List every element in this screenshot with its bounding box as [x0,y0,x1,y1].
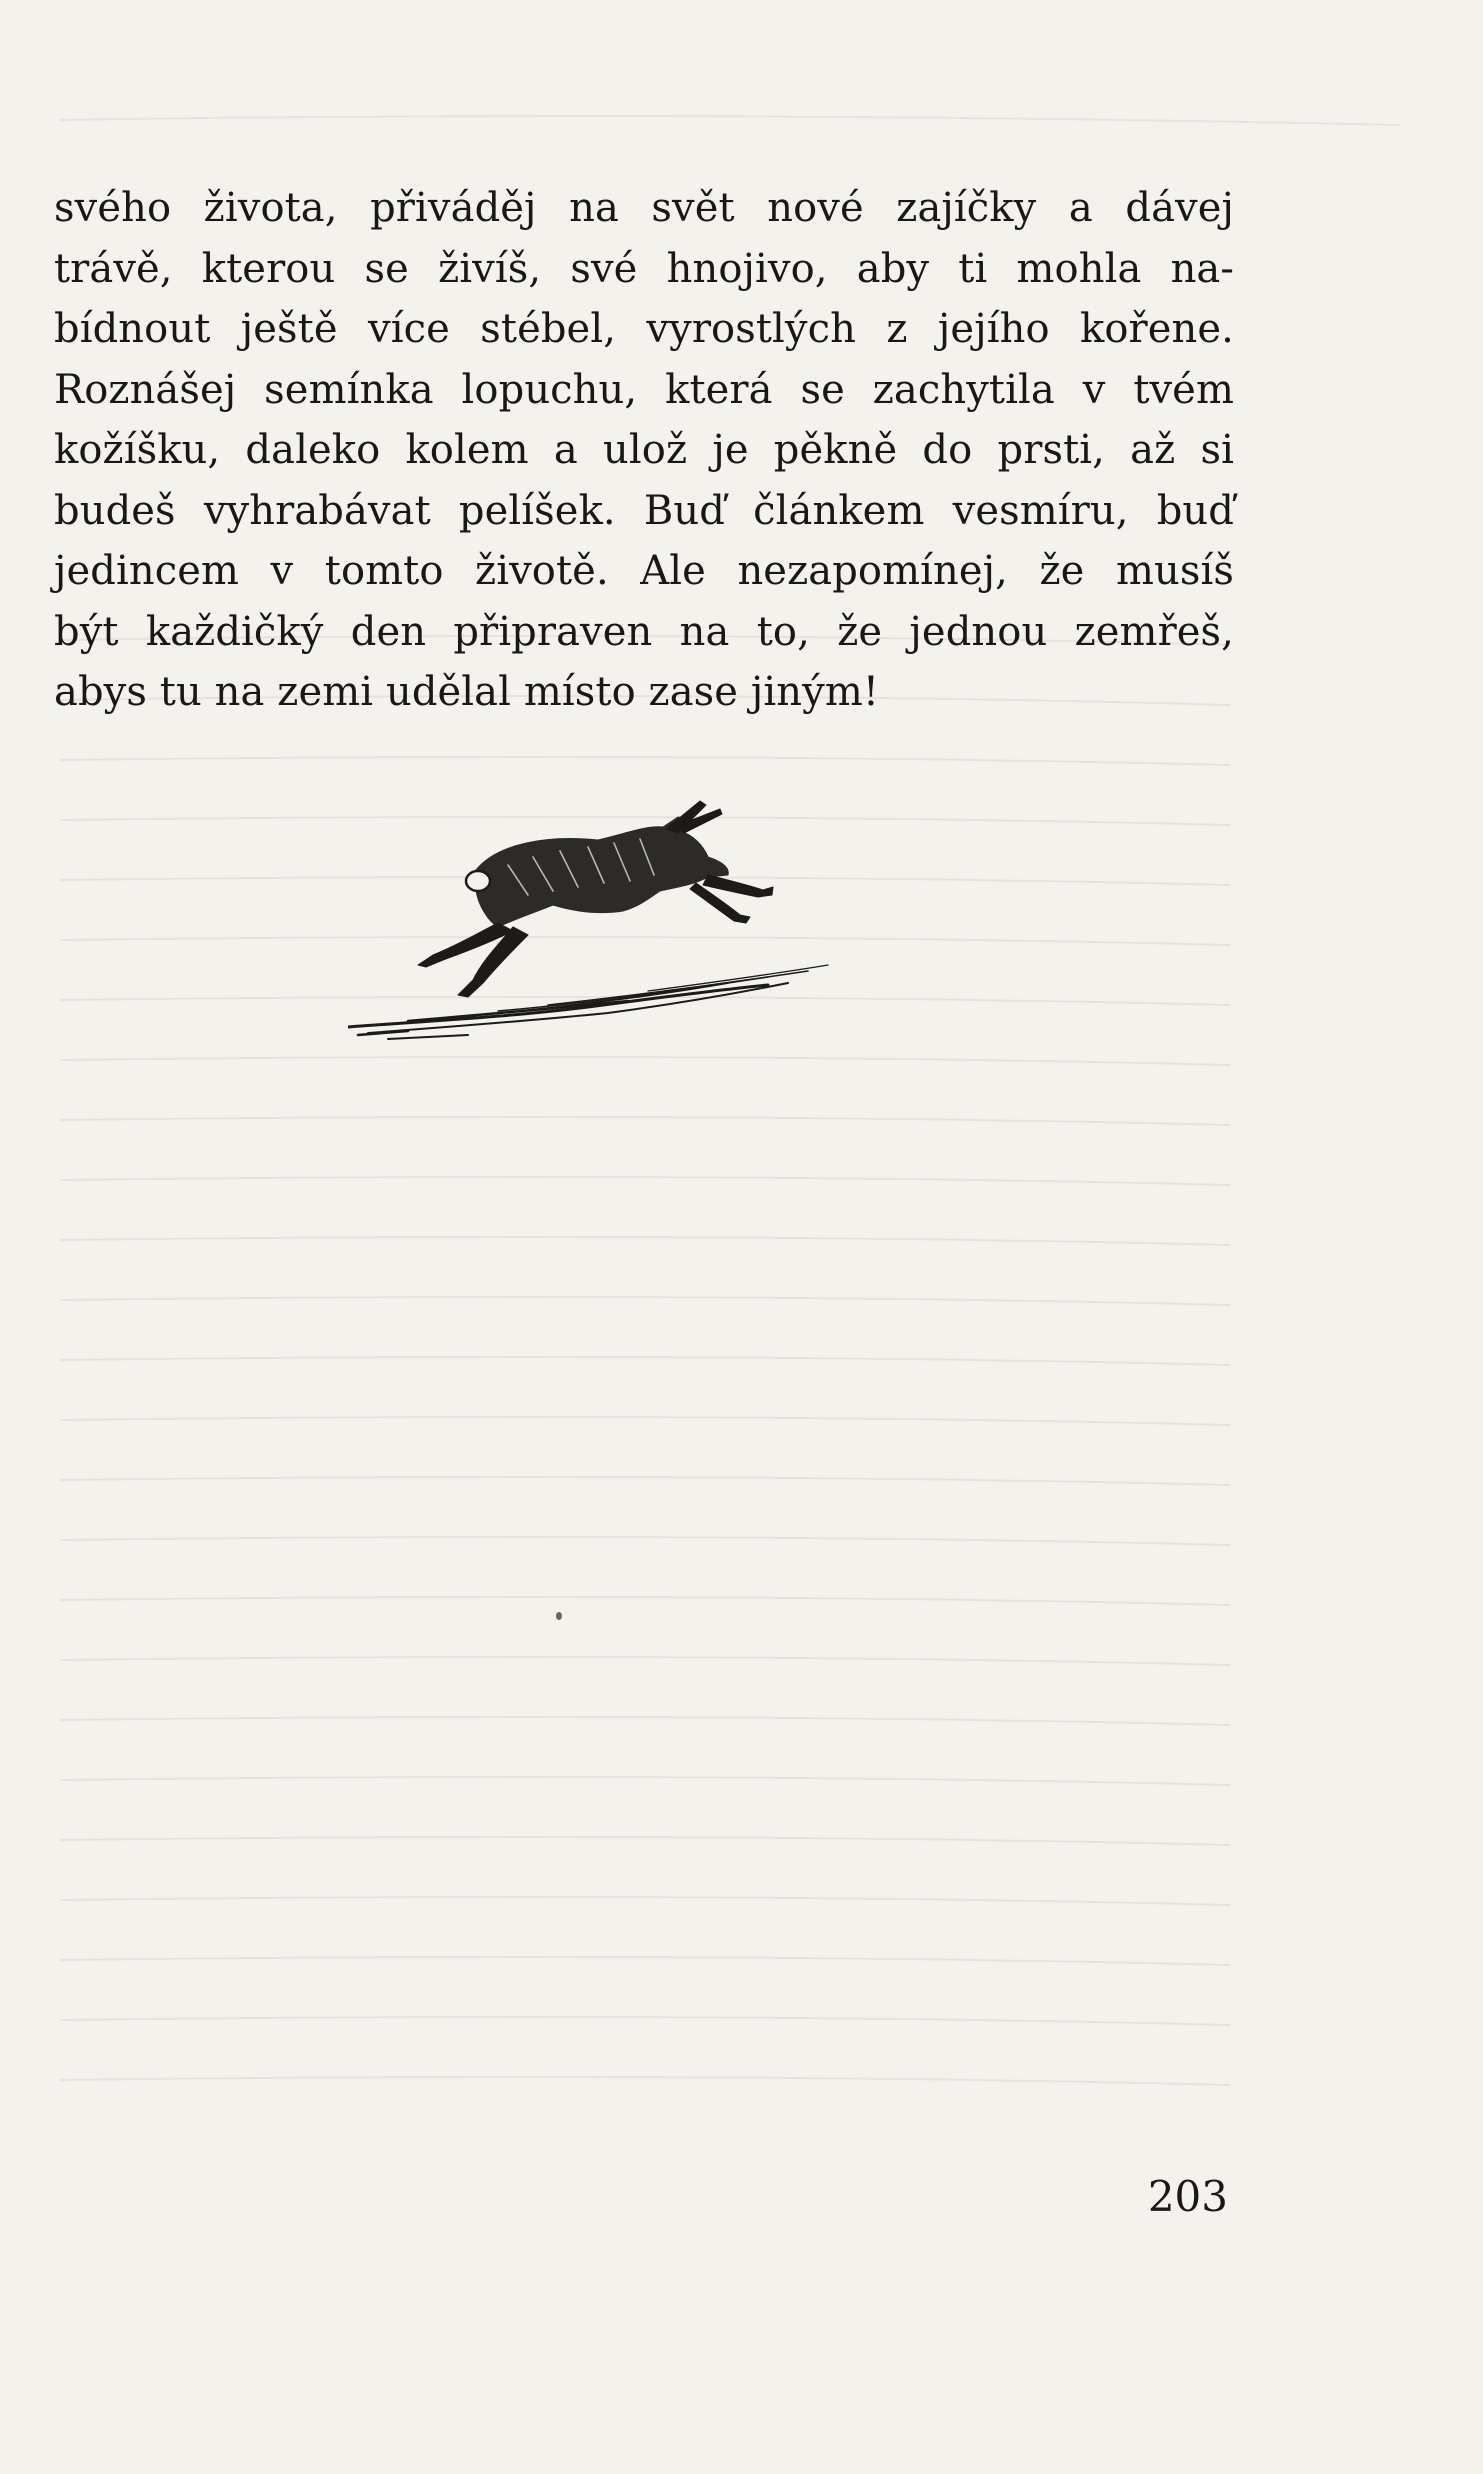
text-line-3: bídnout ještě více stébel, vyrostlých z jejího kořene. [54,306,1234,352]
running-hare-illustration [348,795,848,1045]
text-line-6: budeš vyhrabávat pelíšek. Buď článkem vesmíru, buď [54,487,1234,534]
body-text [54,178,1234,723]
text-line-2: trávě, kterou se živíš, své hnojivo, aby ti mohla na- [54,245,1234,292]
text-line-7: jedincem v tomto životě. Ale nezapomínej, že musíš [54,548,1234,594]
text-line-5: kožíšku, daleko kolem a ulož je pěkně do prsti, až si [54,427,1234,473]
paper-speck [556,1612,562,1620]
text-line-9: abys tu na zemi udělal místo zase jiným! [54,669,880,715]
text-line-1: svého života, přiváděj na svět nové zajíčky a dávej [54,185,1234,231]
page-number: 203 [1147,2172,1228,2221]
text-line-8: být každičký den připraven na to, že jednou zemřeš, [54,608,1234,655]
text-line-4: Roznášej semínka lopuchu, která se zachytila v tvém [54,366,1234,413]
